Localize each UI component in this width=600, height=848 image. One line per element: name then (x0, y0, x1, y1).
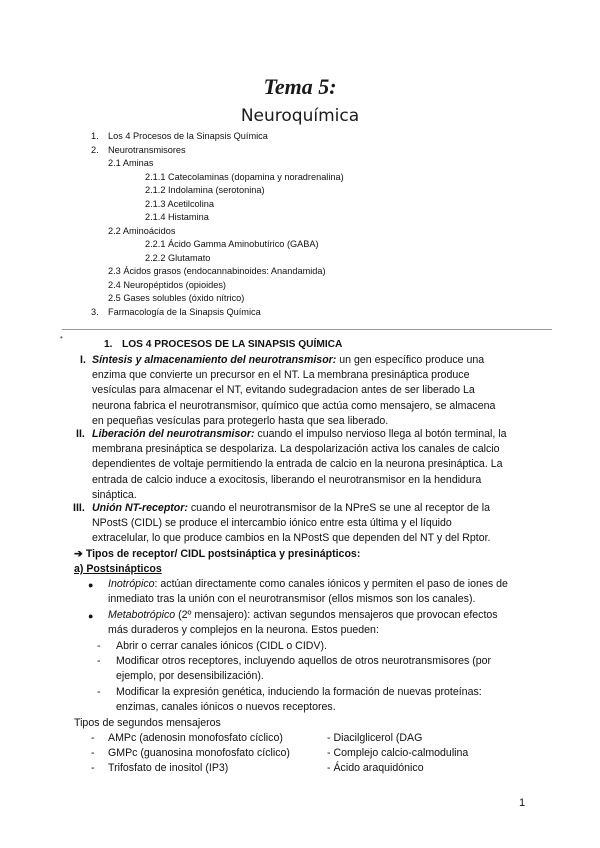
toc-row (0, 225, 600, 239)
toc-entry: 2.1.1 Catecolaminas (dopamina y noradrenalina) (145, 171, 344, 182)
bullet-term: Inotrópico (108, 578, 155, 590)
receptor-types-heading: ➔ Tipos de receptor/ CIDL postsináptica y presinápticos: (74, 548, 361, 560)
bullet-line: (2º mensajero): activan segundos mensajeros que provocan efectos (175, 609, 498, 621)
toc-number: 1. (91, 131, 99, 141)
toc-row (0, 238, 600, 252)
paragraph-line: cuando el impulso nervioso llega al botón terminal, la (254, 428, 507, 440)
toc-entry: 2.1.4 Histamina (145, 212, 209, 222)
bullet-term: Metabotrópico (108, 609, 176, 621)
page-subtitle: Neuroquímica (240, 106, 360, 126)
toc-number: 3. (91, 306, 99, 317)
section-divider (62, 329, 552, 330)
paragraph-line: en pequeñas vesículas para protegerlo hasta que sea liberado. (92, 414, 389, 427)
postsinapticos-heading: a) Postsinápticos (74, 563, 162, 575)
dash-item (116, 639, 536, 654)
bullet-item-metabotropic (108, 608, 538, 638)
toc-row (0, 252, 600, 266)
messenger-left: Trifosfato de inositol (IP3) (108, 762, 229, 774)
paragraph-line: NPostS (CIDL) se produce el intercambio iónico entre esta última y el líquido (92, 517, 452, 530)
toc-entry: 2.1.3 Acetilcolina (145, 198, 214, 209)
bullet-icon: ● (88, 580, 94, 590)
messenger-right: - Diacilglicerol (DAG (327, 732, 423, 744)
toc-row (0, 157, 600, 171)
messenger-right: - Ácido araquidónico (327, 762, 424, 774)
bullet-line: : actúan directamente como canales iónicos y permiten el paso de iones de (154, 578, 508, 590)
dash-line: enzimas, canales iónicos o nuevos receptores. (116, 701, 336, 714)
paragraph-line: neurona fabrica el neurotransmisor, químico que actúa como mensajero, se almacena (92, 399, 496, 412)
bullet-icon: ● (88, 611, 94, 621)
toc-entry: 2.2 Aminoácidos (108, 225, 176, 236)
item-paragraph-1 (92, 353, 532, 429)
section-heading: LOS 4 PROCESOS DE LA SINAPSIS QUÍMICA (122, 339, 343, 350)
item-roman-3: III. (73, 502, 85, 514)
section-number: 1. (104, 339, 113, 350)
dash-line: Modificar otros receptores, incluyendo aquellos de otros neurotransmisores (por (116, 655, 492, 667)
toc-row (0, 198, 600, 212)
toc-row (0, 130, 600, 144)
paragraph-line: cuando el neurotransmisor de la NPreS se une al receptor de la (187, 502, 491, 514)
toc-entry: 2.2.2 Glutamato (145, 252, 211, 263)
dash-marker: - (91, 747, 95, 759)
toc-row (0, 265, 600, 279)
dash-line: Modificar la expresión genética, induciendo la formación de nuevas proteínas: (116, 686, 482, 698)
dash-marker: - (91, 732, 95, 744)
item-term: Unión NT-receptor: (92, 502, 188, 514)
paragraph-line: dependientes de voltaje permitiendo la entrada de calcio en la neurona presináptica. La (92, 458, 503, 471)
toc-entry: 2.2.1 Ácido Gamma Aminobutírico (GABA) (145, 239, 319, 249)
dash-line: Abrir o cerrar canales iónicos (CIDL o CIDV). (116, 640, 327, 652)
item-paragraph-2 (92, 427, 532, 503)
toc-row (0, 144, 600, 158)
messenger-left: GMPc (guanosina monofosfato cíclico) (108, 747, 290, 759)
toc-row (0, 184, 600, 198)
bullet-marker-dot: • (60, 333, 63, 342)
dash-marker: - (97, 640, 101, 652)
paragraph-line: vesículas para almacenar el NT, evitando sudegradacion antes de ser liberado La (92, 384, 475, 397)
item-term: Liberación del neurotransmisor: (92, 428, 255, 440)
item-roman-2: II. (76, 428, 85, 440)
dash-marker: - (97, 686, 101, 698)
dash-item (116, 685, 536, 715)
paragraph-line: extracelular, lo que produce cambios en la NPostS que dependen del NT y del Rptor. (92, 532, 491, 545)
page-number: 1 (519, 797, 526, 809)
item-paragraph-3 (92, 501, 532, 547)
toc-entry: Neurotransmisores (108, 144, 186, 155)
paragraph-line: membrana presináptica se despolariza. La despolarización activa los canales de calcio (92, 443, 500, 456)
dash-item (116, 654, 536, 684)
paragraph-line: un gen específico produce una (336, 354, 485, 366)
toc-number: 2. (91, 144, 99, 155)
toc-entry: 2.1 Aminas (108, 158, 154, 168)
toc-entry: 2.4 Neuropéptidos (opioides) (108, 279, 226, 290)
paragraph-line: sináptica. (92, 488, 137, 501)
toc-row (0, 171, 600, 185)
paragraph-line: entrada de calcio induce a exocitosis, liberando el neurotransmisor en la hendidura (92, 473, 482, 486)
paragraph-line: enzima que convierte un precursor en el NT. La membrana presináptica produce (92, 369, 470, 382)
toc-row (0, 292, 600, 306)
messenger-left: AMPc (adenosin monofosfato cíclico) (108, 732, 283, 744)
toc-row (0, 306, 600, 320)
bullet-line: más duraderos y complejos en la neurona. Estos pueden: (108, 624, 379, 637)
dash-marker: - (91, 762, 95, 774)
table-of-contents (0, 130, 600, 319)
dash-marker: - (97, 655, 101, 667)
page-title: Tema 5: (263, 74, 337, 99)
toc-row (0, 279, 600, 293)
toc-row (0, 211, 600, 225)
item-roman-1: I. (80, 354, 86, 366)
toc-entry: 2.5 Gases solubles (óxido nítrico) (108, 293, 245, 303)
second-messengers-title: Tipos de segundos mensajeros (74, 717, 221, 729)
toc-entry: 2.1.2 Indolamina (serotonina) (145, 185, 265, 195)
toc-entry: 2.3 Ácidos grasos (endocannabinoides: Anandamida) (108, 266, 326, 276)
bullet-line: inmediato tras la unión con el neurotransmisor (ellos mismos son los canales). (108, 593, 476, 606)
messenger-right: - Complejo calcio-calmodulina (327, 747, 469, 759)
item-term: Síntesis y almacenamiento del neurotransmisor: (92, 354, 337, 366)
toc-entry: Los 4 Procesos de la Sinapsis Química (108, 131, 268, 141)
dash-line: ejemplo, por desensibilización). (116, 670, 264, 683)
toc-entry: Farmacología de la Sinapsis Química (108, 306, 261, 317)
bullet-item-ionotropic (108, 577, 538, 607)
